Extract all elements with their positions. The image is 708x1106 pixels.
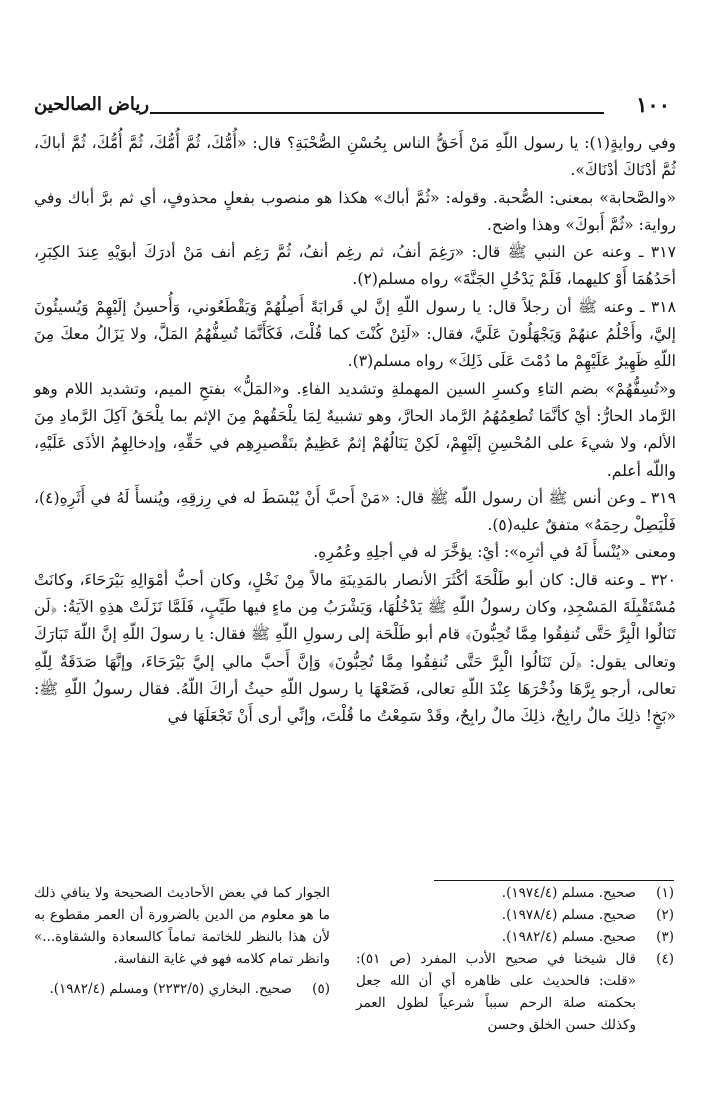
footnote-number: (٣) — [656, 929, 674, 945]
page-header — [34, 92, 670, 126]
footnote — [356, 882, 674, 904]
footnote-number: (٥) — [312, 981, 330, 997]
footnote-number: (٢) — [656, 907, 674, 923]
page-number: ١٠٠ — [636, 92, 670, 117]
hadith-318: ٣١٨ ـ وعنه ﷺ أن رجلاً قال: يا رسول اللّهِ إنَّ لي قَرابَةً أَصِلُهُمْ وَيَقْطَعُوني، وَأُحسِنُ إلَيْهِمْ وَيُسيئُونَ إليَّ، وأَحْلُمُ عنهُمْ وَيَجْهَلُونَ عَلَيَّ، فقال: «لَئِنْ كُنْتَ كما قُلْتَ، فَكَأَنَّمَا تُسِفُّهُمُ المَلَّ، ولا يَزَالُ معكَ مِنَ اللّهِ ظَهِيرٌ عَلَيْهِمْ ما دُمْتَ عَلَى ذَلِكَ» رواه مسلم(٣). — [34, 297, 676, 371]
footnote-number: (٤) — [656, 951, 674, 967]
paragraph: وفي روايةٍ(١): يا رسول اللّهِ مَنْ أَحَقُّ الناس بِحُسْنِ الصُّحْبَةِ؟ قال: «أُمُّكَ، ثُمَّ أُمُّكَ، ثُمَّ أُمُّكَ، ثُمَّ أباكَ، ثُمَّ أدْنَاكَ أدْنَاكَ». — [34, 134, 676, 180]
footnote-text: صحيح. مسلم (١٩٧٤/٤). — [501, 885, 636, 901]
hadith-320: ٣٢٠ ـ وعنه قال: كان أبو طَلْحَةَ أكْثَرَ الأنصار بالمَدِينَةِ مالاً مِنْ نَخْلٍ، وكان أحبُّ أمْوَالِهِ بَيْرَحَاءَ، وكانَتْ مُسْتَقْبِلَةَ المَسْجِدِ، وكان رسولُ اللّهِ ﷺ يَدْخُلُهَا، وَيَشْرَبُ مِن ماءٍ فيها طَيِّبٍ، فَلَمَّا نَزَلَتْ هذِهِ الآيَةُ: ﴿لَن تَنَالُوا الْبِرَّ حَتَّى تُنفِقُوا مِمَّا تُحِبُّونَ﴾ قام أبو طَلْحَة إلى رسولِ اللّهِ ﷺ فقال: يا رسولَ اللّهِ إنَّ اللّهَ تَبَارَكَ وتعالى يقول: ﴿لَن تَنَالُوا الْبِرَّ حَتَّى تُنفِقُوا مِمَّا تُحِبُّونَ﴾ وَإنَّ أَحبَّ مالي إليَّ بَيْرَحَاءَ، وإنَّهَا صَدَقَةٌ لِلّهِ تعالى، أرجو بِرَّهَا وذُخْرَهَا عِنْدَ اللّهِ تعالى، فَضَعْهَا يا رسول اللّهِ حيثُ أراكَ اللّهُ. فقال رسولُ اللّهِ ﷺ: «بَخٍ! ذلِكَ مالٌ رابِحٌ، ذلِكَ مالٌ رابِحٌ، وقَدْ سَمِعْتُ ما قُلْتَ، وإنِّي أرى أَنْ تَجْعَلَهَا في — [34, 570, 676, 726]
footnote-text: صحيح. مسلم (١٩٧٨/٤). — [501, 907, 636, 923]
footnote — [356, 904, 674, 926]
footnote-number: (١) — [656, 885, 674, 901]
running-title: رياض الصالحين — [34, 94, 150, 115]
footnote — [34, 978, 330, 1000]
footnote — [356, 926, 674, 948]
header-rule — [150, 112, 604, 114]
footnote-text: قال شيخنا في صحيح الأدب المفرد (ص ٥١): «قلت: فالحديث على ظاهره أي أن الله جعل بحكمته صلة الرحم سبباً شرعياً لطول العمر وكذلك حسن الخلق وحسن — [356, 951, 636, 1033]
footnote — [356, 948, 674, 1036]
main-text — [34, 130, 676, 731]
hadith-319: ٣١٩ ـ وعن أنس ﷺ أن رسول اللّه ﷺ قال: «مَنْ أَحبَّ أَنْ يُبْسَطَ له في رِزقِهِ، ويُنسأَ لَهُ في أَثَرِهِ(٤)، فَلْيَصِلْ رحِمَهُ» متفقٌ عليه(٥). — [34, 488, 676, 535]
paragraph: ومعنى «يُنْسأَ لَهُ في أثرِه»: أيْ: يؤخَّرَ له في أجلِهِ وعُمُرِهِ. — [313, 543, 676, 562]
footnote-text: صحيح. مسلم (١٩٨٢/٤). — [501, 929, 636, 945]
footnote-rule — [434, 880, 674, 881]
footnote-text: صحيح. البخاري (٢٢٣٢/٥) ومسلم (١٩٨٢/٤). — [49, 981, 292, 997]
footnotes-left-column — [34, 882, 330, 1000]
footnotes-right-column — [356, 882, 674, 1036]
paragraph: و«تُسِفُّهُمْ» بضم التاءِ وكسرِ السين المهملةِ وتشديد الفاءِ. و«المَلُّ» بفتحِ الميم، وتشديد اللام وهو الرَّماد الحارُّ: أيْ كأنَّمَا تُطعِمُهُمُ الرَّماد الحارَّ، وهو تشبيهٌ لِمَا يلْحَقُهمْ مِنَ الإثم بما يلْحَقُ آكِلَ الرَّمادِ مِنَ الألم، ولا شيءَ على المُحْسِنِ إلَيْهِمْ، لَكِنْ يَنَالُهُمْ إثمٌ عَظِيمٌ بتَقْصيرِهِم في حَقِّهِ، وإدخالِهِمُ الأذَى عَلَيْهِ، واللّه أعلم. — [34, 379, 676, 480]
footnote-continuation: الجوار كما في بعض الأحاديث الصحيحة ولا ينافي ذلك ما هو معلوم من الدين بالضرورة أن العمر مقطوع به لأن هذا بالنظر للخاتمة تماماً كالسعادة والشقاوة...» وانظر تمام كلامه فهو في غاية النفاسة. — [34, 885, 330, 967]
hadith-317: ٣١٧ ـ وعنه عن النبي ﷺ قال: «رَغِمَ أنفُ، ثم رغِم أنفُ، ثُمَّ رَغِم أنف مَنْ أدرَكَ أبوَيْهِ عِندَ الكِبَرِ، أحَدُهُمَا أَوْ كليهما، فَلَمْ يَدْخُلِ الجَنَّةَ» رواه مسلم(٢). — [34, 243, 676, 289]
paragraph: «والصَّحابة» بمعنى: الصُّحبة. وقوله: «ثُمَّ أباك» هكذا هو منصوب بفعلٍ محذوفٍ، أي ثم برَّ أباك وفي رواية: «ثُمَّ أَبوكَ» وهذا واضح. — [34, 188, 676, 234]
